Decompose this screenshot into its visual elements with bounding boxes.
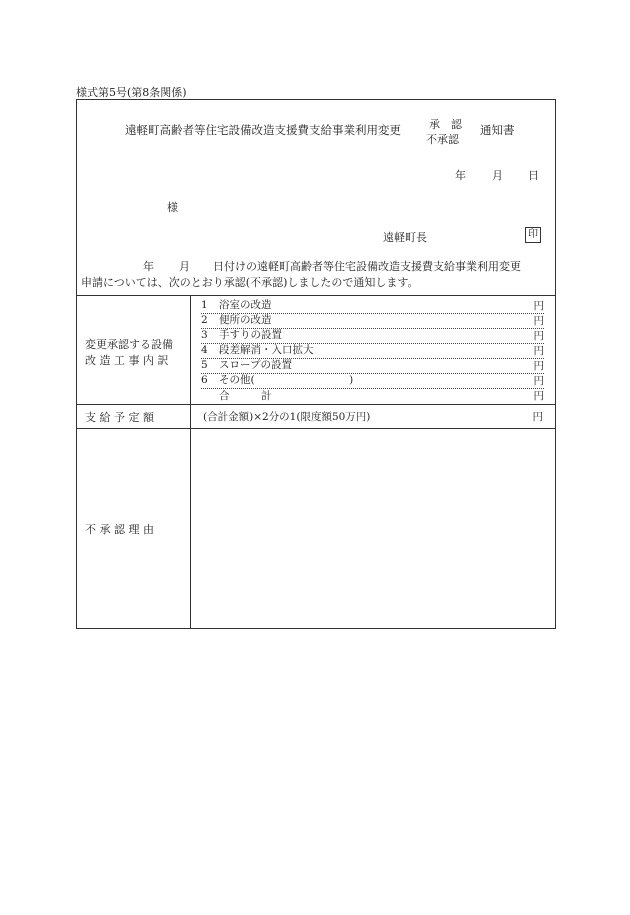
title-disapprove-option: 不承認 <box>426 133 459 146</box>
body-line2: 申請については、次のとおり承認(不承認)しましたので通知します。 <box>81 276 419 289</box>
work-item: 4 段差解消・入口拡大 <box>201 343 544 359</box>
payment-yen: 円 <box>532 411 543 423</box>
form-title: 遠軽町高齢者等住宅設備改造支援費支給事業利用変更 <box>125 123 401 137</box>
work-item-yen: 円 <box>533 360 544 372</box>
title-approve-option: 承 認 <box>429 118 462 131</box>
issuer-name: 遠軽町長 <box>383 231 427 244</box>
work-item: 1 浴室の改造 <box>201 298 544 314</box>
work-total-yen: 円 <box>533 390 544 402</box>
work-section-label-2: 改 造 工 事 内 訳 <box>85 354 169 367</box>
reason-label: 不 承 認 理 由 <box>85 523 154 536</box>
body-month: 月 <box>179 260 190 273</box>
body-line1: 日付けの遠軽町高齢者等住宅設備改造支援費支給事業利用変更 <box>213 260 521 273</box>
reason-input-area[interactable] <box>191 429 556 628</box>
work-item-yen: 円 <box>533 345 544 357</box>
work-item-yen: 円 <box>533 315 544 327</box>
work-item: 2 便所の改造 <box>201 313 544 329</box>
work-section-label-1: 変更承認する設備 <box>85 338 173 351</box>
work-item: 3 手すりの設置 <box>201 328 544 344</box>
work-items-cell <box>191 296 556 404</box>
work-item-yen: 円 <box>533 330 544 342</box>
addressee-suffix: 様 <box>167 201 178 214</box>
payment-formula: (合計金額)×2分の1(限度額50万円) <box>203 411 371 423</box>
work-total-label: 合 計 <box>219 390 272 402</box>
date-day: 日 <box>528 169 539 182</box>
form-number-label: 様式第5号(第8条関係) <box>76 86 187 99</box>
divider-work-payment <box>77 404 555 405</box>
payment-label: 支 給 予 定 額 <box>85 411 154 424</box>
work-item: 5 スロープの設置 <box>201 358 544 374</box>
work-item-yen: 円 <box>533 375 544 387</box>
body-year: 年 <box>143 260 154 273</box>
seal-mark: 印 <box>525 227 541 243</box>
work-item-yen: 円 <box>533 300 544 312</box>
work-item: 6 その他( ) <box>201 373 544 389</box>
date-year: 年 <box>455 169 466 182</box>
title-suffix: 通知書 <box>480 123 515 137</box>
date-month: 月 <box>492 169 503 182</box>
notice-form <box>76 99 556 629</box>
